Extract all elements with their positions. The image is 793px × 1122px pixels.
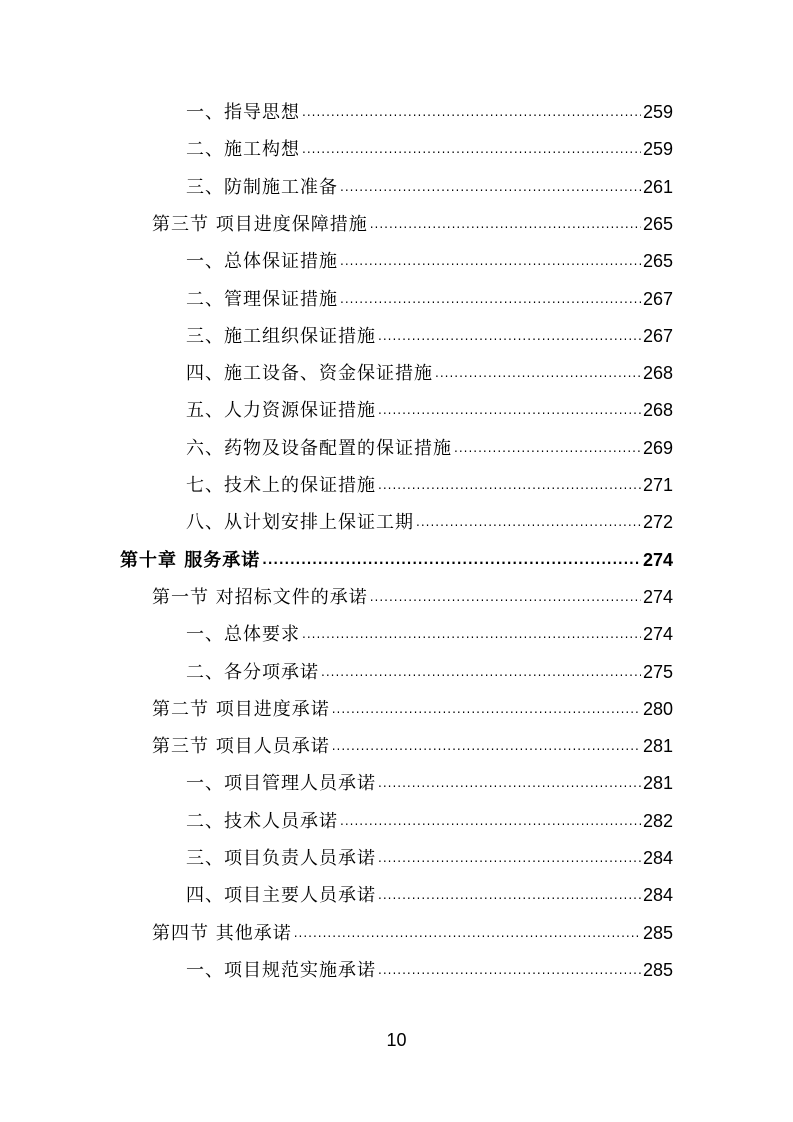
toc-entry-title: 二、管理保证措施 [186, 288, 338, 310]
toc-entry-title: 第四节 其他承诺 [152, 922, 292, 944]
toc-dot-leader [340, 249, 641, 273]
toc-entry-page: 267 [642, 288, 673, 309]
toc-subsection-entry[interactable] [186, 137, 673, 163]
toc-entry-page: 272 [642, 512, 673, 533]
toc-subsection-entry[interactable] [186, 398, 673, 424]
toc-subsection-entry[interactable] [186, 883, 673, 909]
toc-dot-leader [370, 212, 641, 236]
toc-entry-page: 259 [642, 139, 673, 160]
toc-entry-page: 268 [642, 363, 673, 384]
toc-entry-page: 274 [642, 624, 673, 645]
toc-section-entry[interactable] [152, 212, 673, 238]
toc-entry-title: 一、总体保证措施 [186, 251, 338, 273]
toc-entry-title: 一、项目管理人员承诺 [186, 773, 376, 795]
toc-entry-page: 281 [642, 736, 673, 757]
toc-section-entry[interactable] [152, 585, 673, 611]
toc-subsection-entry[interactable] [186, 287, 673, 313]
toc-dot-leader [378, 473, 641, 497]
toc-dot-leader [340, 287, 641, 311]
toc-entry-page: 261 [642, 176, 673, 197]
toc-entry-page: 259 [642, 102, 673, 122]
toc-entry-page: 268 [642, 400, 673, 421]
toc-dot-leader [340, 175, 641, 199]
toc-section-entry[interactable] [152, 921, 673, 947]
toc-section-entry[interactable] [152, 697, 673, 723]
toc-entry-title: 五、人力资源保证措施 [186, 400, 376, 422]
toc-entry-page: 274 [642, 549, 673, 570]
toc-dot-leader [302, 100, 641, 124]
toc-entry-page: 265 [642, 213, 673, 234]
toc-subsection-entry[interactable] [186, 809, 673, 835]
toc-entry-title: 二、施工构想 [186, 139, 300, 161]
toc-entry-page: 280 [642, 698, 673, 719]
toc-entry-title: 六、药物及设备配置的保证措施 [186, 437, 452, 459]
toc-subsection-entry[interactable] [186, 249, 673, 275]
toc-entry-title: 三、防制施工准备 [186, 176, 338, 198]
toc-dot-leader [340, 809, 641, 833]
toc-entry-title: 三、施工组织保证措施 [186, 325, 376, 347]
toc-dot-leader [378, 324, 641, 348]
toc-dot-leader [321, 660, 641, 684]
toc-entry-page: 282 [642, 810, 673, 831]
toc-subsection-entry[interactable] [186, 361, 673, 387]
toc-dot-leader [378, 846, 641, 870]
toc-dot-leader [435, 361, 641, 385]
page-number: 10 [386, 1030, 407, 1050]
toc-subsection-entry[interactable] [186, 846, 673, 872]
toc-dot-leader [262, 548, 641, 572]
toc-entry-title: 三、项目负责人员承诺 [186, 848, 376, 869]
toc-subsection-entry[interactable] [186, 958, 673, 984]
toc-entry-page: 271 [642, 475, 673, 495]
toc-entry-title: 一、总体要求 [186, 624, 300, 646]
toc-dot-leader [332, 697, 641, 721]
toc-entry-title: 八、从计划安排上保证工期 [186, 512, 414, 534]
toc-subsection-entry[interactable] [186, 660, 673, 686]
toc-dot-leader [370, 585, 641, 609]
toc-entry-page: 267 [642, 325, 673, 346]
toc-subsection-entry[interactable] [186, 436, 673, 462]
toc-section-entry[interactable] [152, 734, 673, 760]
toc-entry-title: 七、技术上的保证措施 [186, 475, 376, 496]
toc-entry-title: 第三节 项目人员承诺 [152, 736, 330, 758]
toc-subsection-entry[interactable] [186, 510, 673, 536]
toc-dot-leader [454, 436, 641, 460]
toc-entry-page: 285 [642, 959, 673, 980]
toc-dot-leader [378, 883, 641, 907]
toc-entry-title: 第三节 项目进度保障措施 [152, 213, 368, 235]
toc-subsection-entry[interactable] [186, 324, 673, 350]
toc-dot-leader [416, 510, 641, 534]
toc-dot-leader [378, 958, 641, 982]
toc-entry-title: 一、项目规范实施承诺 [186, 959, 376, 981]
toc-dot-leader [332, 734, 641, 758]
toc-entry-page: 284 [642, 848, 673, 868]
toc-chapter-entry[interactable] [120, 548, 673, 574]
toc-entry-title: 第十章 服务承诺 [120, 549, 261, 571]
toc-entry-title: 第一节 对招标文件的承诺 [152, 586, 368, 608]
toc-dot-leader [378, 771, 641, 795]
toc-entry-page: 275 [642, 661, 673, 682]
toc-entry-page: 284 [642, 885, 673, 906]
toc-entry-page: 274 [642, 586, 673, 607]
toc-entry-title: 四、项目主要人员承诺 [186, 885, 376, 907]
toc-entry-title: 四、施工设备、资金保证措施 [186, 363, 433, 385]
toc-subsection-entry[interactable] [186, 622, 673, 648]
toc-entry-page: 285 [642, 922, 673, 943]
toc-entry-page: 269 [642, 437, 673, 458]
toc-entry-page: 281 [642, 773, 673, 794]
toc-subsection-entry[interactable] [186, 175, 673, 201]
toc-dot-leader [302, 622, 641, 646]
toc-entry-title: 二、技术人员承诺 [186, 810, 338, 832]
toc-subsection-entry[interactable] [186, 473, 673, 499]
toc-entry-title: 一、指导思想 [186, 102, 300, 123]
toc-entry-title: 第二节 项目进度承诺 [152, 698, 330, 720]
toc-dot-leader [378, 398, 641, 422]
toc-dot-leader [302, 137, 641, 161]
toc-subsection-entry[interactable] [186, 771, 673, 797]
toc-entry-page: 265 [642, 251, 673, 272]
toc-entry-title: 二、各分项承诺 [186, 661, 319, 683]
toc-subsection-entry[interactable] [186, 100, 673, 126]
toc-dot-leader [294, 921, 641, 945]
